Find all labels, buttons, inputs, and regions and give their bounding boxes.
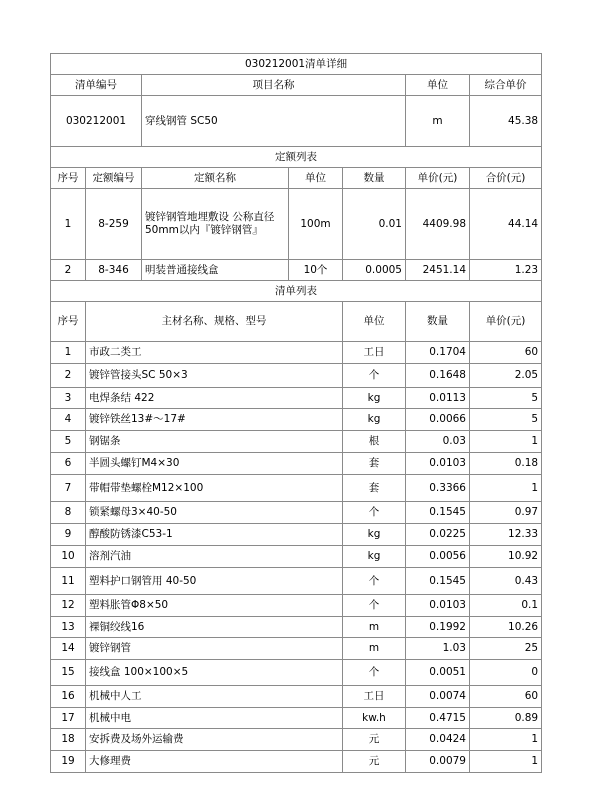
material-cell: 10.92 xyxy=(470,546,542,568)
materials-section-title: 清单列表 xyxy=(51,281,542,302)
material-cell: kg xyxy=(343,388,406,409)
material-cell: 大修理费 xyxy=(86,751,343,773)
material-cell: 带帽带垫螺栓M12×100 xyxy=(86,475,343,502)
material-cell: 25 xyxy=(470,638,542,660)
material-cell: 0.03 xyxy=(406,431,470,453)
quota-cell: 8-259 xyxy=(86,189,142,260)
material-cell: 工日 xyxy=(343,342,406,364)
quota-section-title: 定额列表 xyxy=(51,147,542,168)
material-cell: 机械中人工 xyxy=(86,686,343,708)
quota-cell: 2451.14 xyxy=(406,260,470,281)
table-row xyxy=(51,475,542,502)
quota-cell: 明装普通接线盒 xyxy=(142,260,289,281)
table-row xyxy=(51,568,542,595)
material-cell: 0.0225 xyxy=(406,524,470,546)
material-cell: 0.1648 xyxy=(406,364,470,388)
material-cell: 0.1992 xyxy=(406,617,470,638)
material-cell: 5 xyxy=(470,388,542,409)
quota-col-header: 序号 xyxy=(51,168,86,189)
materials-col-header: 数量 xyxy=(406,302,470,342)
material-cell: 0.97 xyxy=(470,502,542,524)
material-cell: 4 xyxy=(51,409,86,431)
item-price: 45.38 xyxy=(470,96,542,147)
material-cell: 60 xyxy=(470,342,542,364)
material-cell: 5 xyxy=(470,409,542,431)
material-cell: 1.03 xyxy=(406,638,470,660)
item-code: 030212001 xyxy=(51,96,142,147)
material-cell: 0.1545 xyxy=(406,502,470,524)
materials-col-header: 序号 xyxy=(51,302,86,342)
quota-cell: 100m xyxy=(289,189,343,260)
material-cell: 镀锌管接头SC 50×3 xyxy=(86,364,343,388)
material-cell: 根 xyxy=(343,431,406,453)
material-cell: 12 xyxy=(51,595,86,617)
material-cell: 11 xyxy=(51,568,86,595)
material-cell: 1 xyxy=(470,431,542,453)
table-row xyxy=(51,364,542,388)
material-cell: m xyxy=(343,617,406,638)
material-cell: 7 xyxy=(51,475,86,502)
quota-cell: 4409.98 xyxy=(406,189,470,260)
material-cell: 1 xyxy=(470,475,542,502)
material-cell: 套 xyxy=(343,453,406,475)
quota-col-header: 单位 xyxy=(289,168,343,189)
material-cell: 17 xyxy=(51,708,86,729)
quota-cell: 镀锌钢管地埋敷设 公称直径50mm以内『镀锌钢管』 xyxy=(142,189,289,260)
material-cell: 2.05 xyxy=(470,364,542,388)
table-row xyxy=(51,431,542,453)
material-cell: 0.89 xyxy=(470,708,542,729)
item-name: 穿线钢管 SC50 xyxy=(142,96,406,147)
material-cell: 16 xyxy=(51,686,86,708)
table-row xyxy=(51,502,542,524)
material-cell: 13 xyxy=(51,617,86,638)
material-cell: 0.18 xyxy=(470,453,542,475)
materials-col-header: 单价(元) xyxy=(470,302,542,342)
material-cell: 元 xyxy=(343,751,406,773)
material-cell: 接线盒 100×100×5 xyxy=(86,660,343,686)
table-row xyxy=(51,453,542,475)
material-cell: 0.3366 xyxy=(406,475,470,502)
quota-cell: 1 xyxy=(51,189,86,260)
material-cell: 镀锌铁丝13#～17# xyxy=(86,409,343,431)
name-header: 项目名称 xyxy=(142,75,406,96)
quota-col-header: 定额编号 xyxy=(86,168,142,189)
table-row xyxy=(51,638,542,660)
material-cell: 个 xyxy=(343,660,406,686)
table-row xyxy=(51,595,542,617)
material-cell: 1 xyxy=(470,751,542,773)
table-row xyxy=(51,388,542,409)
quota-cell: 8-346 xyxy=(86,260,142,281)
material-cell: 醇酸防锈漆C53-1 xyxy=(86,524,343,546)
material-cell: 10.26 xyxy=(470,617,542,638)
table-row xyxy=(51,409,542,431)
material-cell: 6 xyxy=(51,453,86,475)
bill-detail-table xyxy=(50,53,542,773)
quota-row xyxy=(51,189,542,260)
unit-header: 单位 xyxy=(406,75,470,96)
quota-col-header: 定额名称 xyxy=(142,168,289,189)
table-row xyxy=(51,617,542,638)
material-cell: m xyxy=(343,638,406,660)
material-cell: 溶剂汽油 xyxy=(86,546,343,568)
material-cell: 0.1 xyxy=(470,595,542,617)
table-row xyxy=(51,708,542,729)
material-cell: 安拆费及场外运输费 xyxy=(86,729,343,751)
item-unit: m xyxy=(406,96,470,147)
quota-col-header: 单价(元) xyxy=(406,168,470,189)
material-cell: kg xyxy=(343,524,406,546)
material-cell: 0.0051 xyxy=(406,660,470,686)
quota-cell: 2 xyxy=(51,260,86,281)
table-row xyxy=(51,342,542,364)
material-cell: 0.0424 xyxy=(406,729,470,751)
material-cell: 18 xyxy=(51,729,86,751)
material-cell: 2 xyxy=(51,364,86,388)
code-header: 清单编号 xyxy=(51,75,142,96)
material-cell: 套 xyxy=(343,475,406,502)
material-cell: kw.h xyxy=(343,708,406,729)
material-cell: 12.33 xyxy=(470,524,542,546)
quota-cell: 0.0005 xyxy=(343,260,406,281)
material-cell: 工日 xyxy=(343,686,406,708)
material-cell: 钢锯条 xyxy=(86,431,343,453)
price-header: 综合单价 xyxy=(470,75,542,96)
material-cell: 0.1545 xyxy=(406,568,470,595)
material-cell: 5 xyxy=(51,431,86,453)
quota-cell: 44.14 xyxy=(470,189,542,260)
materials-col-header: 单位 xyxy=(343,302,406,342)
material-cell: 0.0113 xyxy=(406,388,470,409)
material-cell: 塑料护口钢管用 40-50 xyxy=(86,568,343,595)
material-cell: 0.0079 xyxy=(406,751,470,773)
material-cell: 60 xyxy=(470,686,542,708)
materials-list xyxy=(51,342,542,773)
material-cell: 8 xyxy=(51,502,86,524)
material-cell: 个 xyxy=(343,502,406,524)
material-cell: 0 xyxy=(470,660,542,686)
material-cell: 0.0074 xyxy=(406,686,470,708)
material-cell: 机械中电 xyxy=(86,708,343,729)
table-row xyxy=(51,660,542,686)
material-cell: 1 xyxy=(51,342,86,364)
material-cell: 19 xyxy=(51,751,86,773)
quota-cell: 0.01 xyxy=(343,189,406,260)
material-cell: 9 xyxy=(51,524,86,546)
material-cell: 10 xyxy=(51,546,86,568)
table-row xyxy=(51,729,542,751)
materials-col-header: 主材名称、规格、型号 xyxy=(86,302,343,342)
material-cell: 镀锌钢管 xyxy=(86,638,343,660)
material-cell: 0.4715 xyxy=(406,708,470,729)
material-cell: 1 xyxy=(470,729,542,751)
table-row xyxy=(51,686,542,708)
material-cell: 半圆头螺钉M4×30 xyxy=(86,453,343,475)
material-cell: 14 xyxy=(51,638,86,660)
quota-row xyxy=(51,260,542,281)
material-cell: 0.0056 xyxy=(406,546,470,568)
quota-cell: 10个 xyxy=(289,260,343,281)
material-cell: 电焊条结 422 xyxy=(86,388,343,409)
material-cell: 市政二类工 xyxy=(86,342,343,364)
material-cell: 15 xyxy=(51,660,86,686)
quota-col-header: 数量 xyxy=(343,168,406,189)
material-cell: kg xyxy=(343,546,406,568)
material-cell: 元 xyxy=(343,729,406,751)
material-cell: 0.0103 xyxy=(406,453,470,475)
material-cell: kg xyxy=(343,409,406,431)
material-cell: 0.43 xyxy=(470,568,542,595)
material-cell: 锁紧螺母3×40-50 xyxy=(86,502,343,524)
table-title: 030212001清单详细 xyxy=(51,54,542,75)
table-row xyxy=(51,751,542,773)
material-cell: 3 xyxy=(51,388,86,409)
quota-cell: 1.23 xyxy=(470,260,542,281)
material-cell: 个 xyxy=(343,595,406,617)
material-cell: 塑料胀管Φ8×50 xyxy=(86,595,343,617)
material-cell: 个 xyxy=(343,568,406,595)
table-row xyxy=(51,546,542,568)
material-cell: 0.1704 xyxy=(406,342,470,364)
material-cell: 个 xyxy=(343,364,406,388)
material-cell: 0.0103 xyxy=(406,595,470,617)
material-cell: 裸铜绞线16 xyxy=(86,617,343,638)
quota-col-header: 合价(元) xyxy=(470,168,542,189)
table-row xyxy=(51,524,542,546)
material-cell: 0.0066 xyxy=(406,409,470,431)
